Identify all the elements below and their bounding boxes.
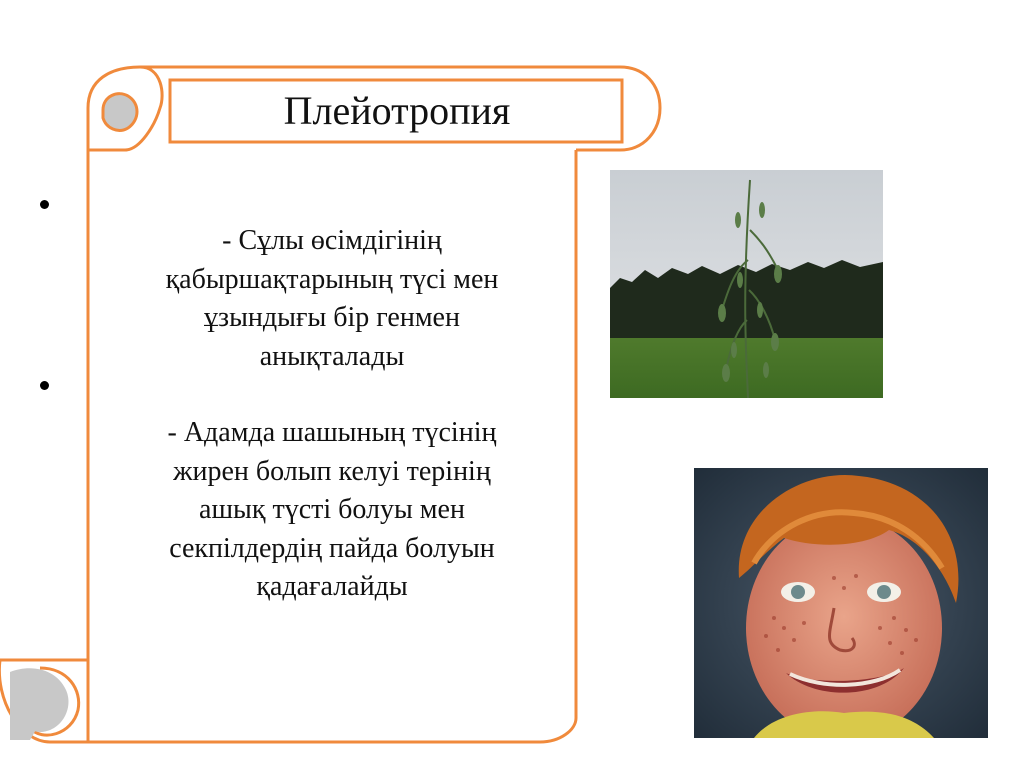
text-line: ұзындығы бір генмен xyxy=(204,302,460,333)
text-line: жирен болып келуі терінің xyxy=(173,455,491,487)
bullet-1 xyxy=(40,200,49,209)
text-line: секпілдердің пайда болуын xyxy=(169,532,495,564)
text-line: анықталады xyxy=(259,340,405,372)
text-line: ашық түсті болуы мен xyxy=(199,494,465,525)
freckled-boy-photo xyxy=(694,468,988,738)
text-line: қабыршақтарының түсі мен xyxy=(165,263,499,295)
bullet-2 xyxy=(40,381,49,390)
text-line: - Сұлы өсімдігінің xyxy=(222,225,442,256)
text-line: қадағалайды xyxy=(256,571,408,602)
text-line: - Адамда шашының түсінің xyxy=(167,417,497,448)
slide-title: Плейотропия xyxy=(283,88,511,133)
body-text xyxy=(112,222,552,607)
oat-plant-photo xyxy=(610,170,883,398)
